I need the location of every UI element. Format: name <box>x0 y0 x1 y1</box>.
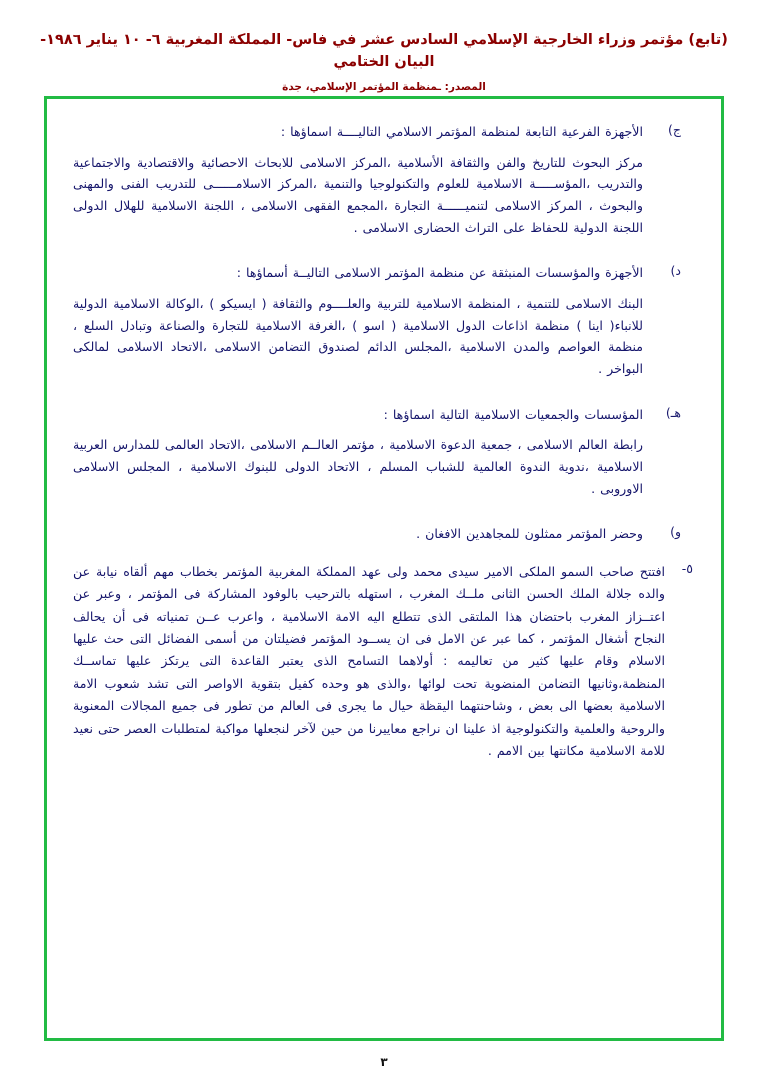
section-body <box>73 293 695 380</box>
section-block <box>73 121 695 143</box>
paragraph-text: افتتح صاحب السمو الملكى الامير سيدى محمد ولى عهد المملكة المغربية المؤتمر بخطاب مهم ألقاه نيابة عن والده جلالة الملك الحسن الثانى ملــك المغرب ، استهله بالترحيب بالوفود المشاركة فى المؤتمر ، وعبر عن اعتــزاز المغرب باحتضان هذا الملتقى الذى تتطلع اليه الامة الاسلامية ، واعرب عــن تمنياته فى أن يحالف النجاح أشغال المؤتمر ، كما عبر عن الامل فى ان يســود المؤتمر فضيلتان من أسمى الفضائل التى حث عليها الاسلام وقام عليها كثير من تعاليمه : أولاهما التسامح الذى يعتبر القاعدة التى يرتكز عليها تماســك المنظمة،وثانيها التضامن المنضوية تحت لوائها ،والذى هو وحده كفيل بتقوية الاواصر التى تشد شعوب الامة الاسلامية بعضها الى بعض ، وشاحنتهما اليقظة حيال ما يجرى فى العالم من تطور فى جميع المجالات المعنوية والروحية والعلمية والتكنولوجية اذ علينا ان نراجع معاييرنا من حين لآخر لنجعلها مواكبة لمتطلبات العصر حتى نعيد للامة الاسلامية مكانتها بين الامم . <box>73 563 665 759</box>
section-body <box>73 152 695 239</box>
section-marker: و) <box>670 524 681 540</box>
content-area <box>47 99 721 1038</box>
section-body <box>73 434 695 499</box>
paragraph-number: ٥- <box>681 560 693 576</box>
page-header <box>0 0 768 93</box>
section-intro: الأجهزة الفرعية التابعة لمنظمة المؤتمر الاسلامي التاليــــة اسماؤها : <box>280 124 643 139</box>
section-intro: وحضر المؤتمر ممثلون للمجاهدين الافغان . <box>416 526 643 542</box>
page-number: ٣ <box>380 1055 388 1069</box>
section-block <box>73 404 695 426</box>
section-marker: هـ) <box>665 404 681 420</box>
section-intro: المؤسسات والجمعيات الاسلامية التالية اسماؤها : <box>383 406 643 422</box>
content-frame <box>44 96 724 1041</box>
section-block <box>73 523 695 545</box>
section-text: رابطة العالم الاسلامى ، جمعية الدعوة الاسلامية ، مؤتمر العالــم الاسلامى ،الاتحاد العالمى للمدارس العربية الاسلامية ،ندوية الندوة العالمية للشباب المسلم ، الاتحاد الدولى للبنوك الاسلامية ، المجلس الاسلامى الاوروبى . <box>73 437 643 496</box>
section-intro: الأجهزة والمؤسسات المنبثقة عن منظمة المؤتمر الاسلامى التاليــة أسماؤها : <box>236 265 643 281</box>
header-title: (تابع) مؤتمر وزراء الخارجية الإسلامي السادس عشر في فاس- المملكة المغربية ٦- ١٠ يناير ١٩٨٦- البيان الختامي <box>40 32 728 70</box>
final-paragraph <box>73 561 695 763</box>
section-text: مركز البحوث للتاريخ والفن والثقافة الأسلامية ،المركز الاسلامى للابحاث الاحصائية والاقتصادية والاجتماعية والتدريب ،المؤســـــة الاسلامية للعلوم والتكنولوجيا والتنمية ،المركز الاسلامــــــى للتدريب الفنى والمهنى والبحوث ، المركز الاسلامى لتنميــــــة التجارة ،المجمع الفقهى الاسلامى ، اللجنة الاسلامية للهلال الدولى اللجنة الدولية للحفاظ على التراث الحضارى الاسلامى . <box>73 154 643 235</box>
section-text: البنك الاسلامى للتنمية ، المنظمة الاسلامية للتربية والعلــــوم والثقافة ( ايسيكو ) ،الوكالة الاسلامية الدولية للانباء( اينا ) منظمة اذاعات الدول الاسلامية ( اسو ) ،الغرفة الاسلامية للتجارة والصناعة وتبادل السلع ، منظمة العواصم والمدن الاسلامية ،المجلس الدائم لصندوق التضامن الاسلامى ،الاتحاد الاسلامى لمالكى البواخر . <box>73 295 643 376</box>
section-marker: ج) <box>668 122 681 137</box>
section-block <box>73 262 695 284</box>
header-source: المصدر: ـمنظمة المؤتمر الإسلامي، جدة <box>282 80 486 93</box>
section-marker: د) <box>670 263 681 279</box>
